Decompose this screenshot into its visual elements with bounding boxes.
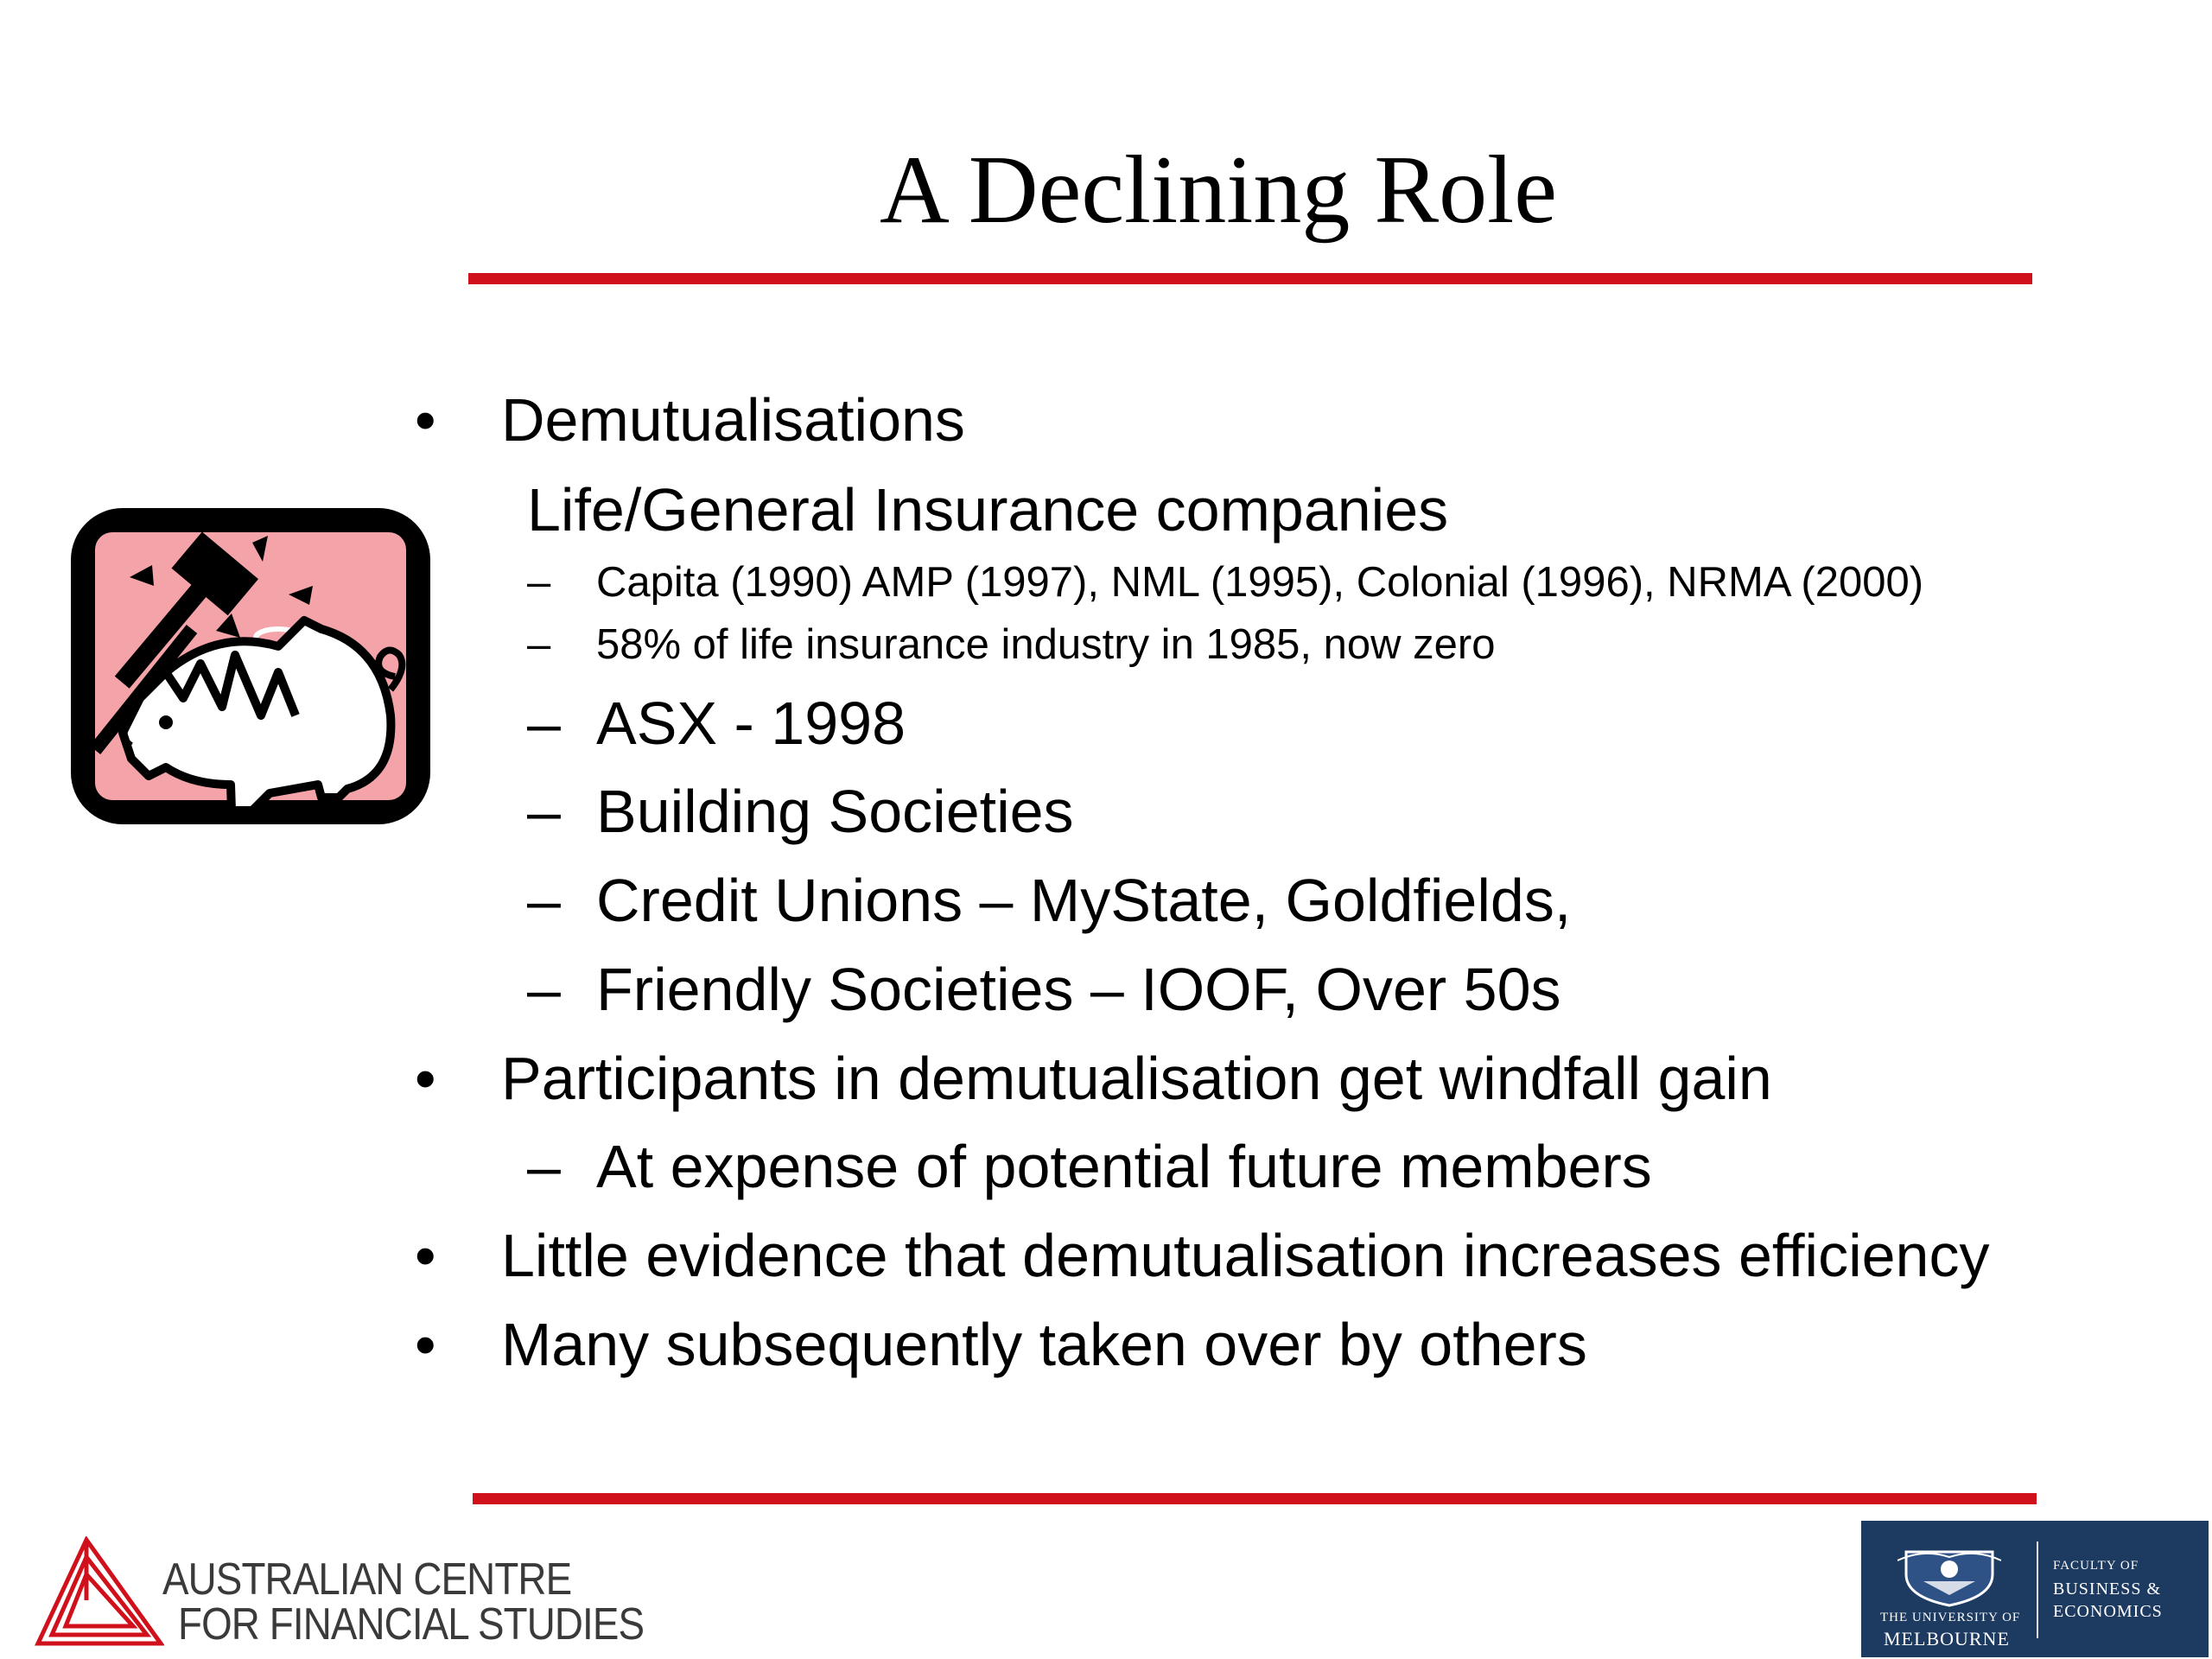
bullet-taken-over (415, 1306, 1587, 1383)
bullet-participants (415, 1039, 1772, 1117)
bullet-text: Many subsequently taken over by others (501, 1311, 1587, 1378)
dash-item-asx (527, 684, 906, 762)
acfs-name-line2: FOR FINANCIAL STUDIES (178, 1599, 645, 1649)
dash-marker: – (527, 778, 561, 845)
dash-item-capita (527, 555, 1924, 610)
dash-text: ASX - 1998 (596, 690, 906, 757)
bullet-marker: • (415, 1045, 436, 1112)
uom-divider (2037, 1541, 2038, 1638)
uom-name-line2: MELBOURNE (1884, 1628, 2010, 1649)
dash-marker: – (527, 559, 551, 606)
dash-item-building-societies (527, 772, 1074, 850)
dash-text: Capita (1990) AMP (1997), NML (1995), Colonial (1996), NRMA (2000) (596, 559, 1924, 606)
dash-text: Friendly Societies – IOOF, Over 50s (596, 956, 1561, 1023)
bullet-little-evidence (415, 1217, 1990, 1294)
dash-marker: – (527, 621, 551, 668)
acfs-logo (35, 1529, 645, 1650)
university-crest-icon (1897, 1540, 2001, 1609)
faculty-line2: BUSINESS & (2053, 1580, 2162, 1599)
dash-text: Credit Unions – MyState, Goldfields, (596, 867, 1572, 934)
uom-name-line1: THE UNIVERSITY OF (1880, 1611, 2021, 1624)
dash-item-friendly-societies (527, 950, 1561, 1028)
dash-item-life-insurance (527, 617, 1496, 672)
bullet-marker: • (415, 1222, 436, 1289)
bullet-text: Demutualisations (501, 386, 965, 454)
dash-marker: – (527, 1133, 561, 1200)
bullet-marker: • (415, 386, 436, 454)
dash-text: 58% of life insurance industry in 1985, now zero (596, 621, 1496, 668)
dash-item-credit-unions (527, 861, 1572, 939)
dash-marker: – (527, 867, 561, 934)
dash-marker: – (527, 956, 561, 1023)
faculty-line1: FACULTY OF (2053, 1559, 2139, 1573)
sub-heading-insurance: Life/General Insurance companies (527, 476, 1449, 543)
footer-rule (473, 1493, 2037, 1504)
bullet-text: Little evidence that demutualisation increases efficiency (501, 1222, 1990, 1289)
faculty-line3: ECONOMICS (2053, 1602, 2163, 1621)
bullet-text: Participants in demutualisation get windfall gain (501, 1045, 1772, 1112)
dash-marker: – (527, 690, 561, 757)
dash-text: Building Societies (596, 778, 1074, 845)
dash-item-future-members (527, 1128, 1652, 1205)
university-of-melbourne-logo (1861, 1521, 2209, 1657)
bullet-demutualisations (415, 381, 965, 459)
acfs-logo-mark (35, 1536, 164, 1649)
acfs-name-line1: AUSTRALIAN CENTRE (162, 1554, 572, 1605)
slide-title: A Declining Role (880, 137, 1557, 244)
bullet-marker: • (415, 1311, 436, 1378)
dash-text: At expense of potential future members (596, 1133, 1652, 1200)
